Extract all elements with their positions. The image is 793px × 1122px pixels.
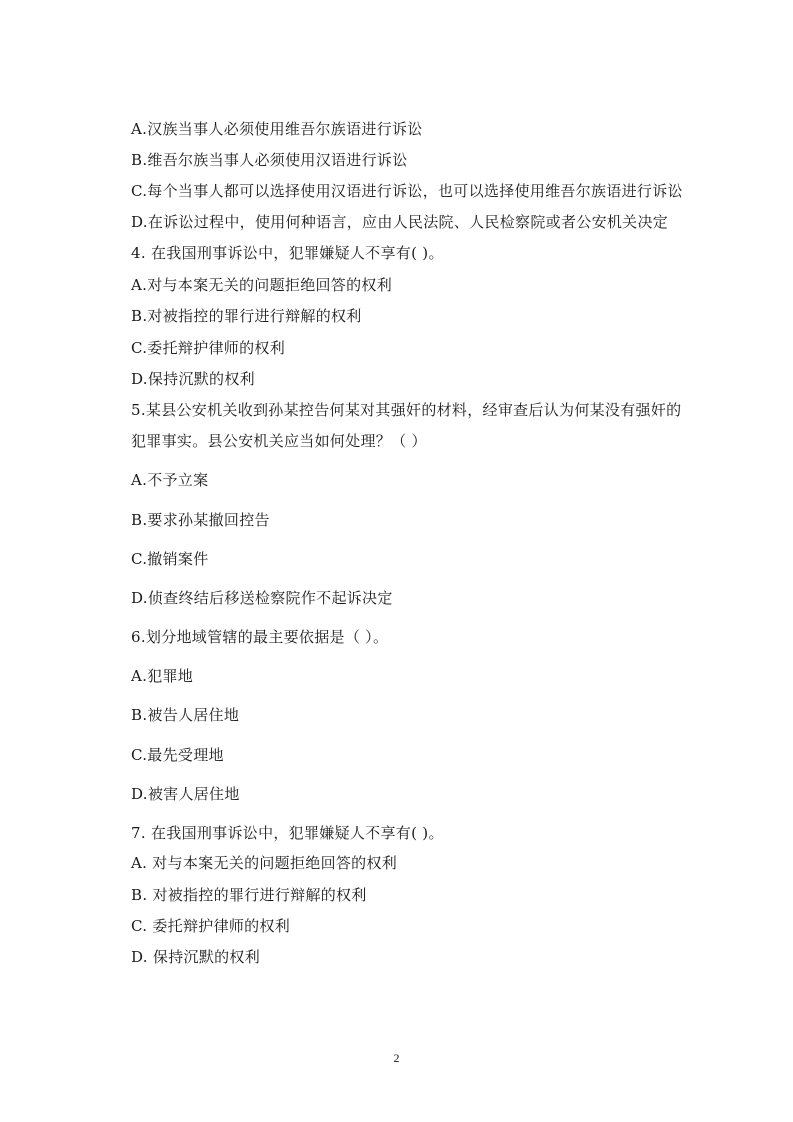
question-line: 4. 在我国刑事诉讼中，犯罪嫌疑人不享有( )。: [131, 244, 444, 262]
option-line: A.不予立案: [131, 471, 209, 489]
option-line: C.每个当事人都可以选择使用汉语进行诉讼，也可以选择使用维吾尔族语进行诉讼: [131, 182, 683, 200]
option-line: D.侦查终结后移送检察院作不起诉决定: [131, 589, 393, 607]
option-line: D.在诉讼过程中，使用何种语言，应由人民法院、人民检察院或者公安机关决定: [131, 213, 669, 231]
question-line: 犯罪事实。县公安机关应当如何处理？（ ）: [131, 432, 427, 450]
option-line: C.撤销案件: [131, 550, 209, 568]
option-line: A.汉族当事人必须使用维吾尔族语进行诉讼: [131, 120, 423, 138]
question-line: 5.某县公安机关收到孙某控告何某对其强奸的材料，经审查后认为何某没有强奸的: [131, 401, 682, 419]
option-line: D.被害人居住地: [131, 785, 240, 803]
option-line: A.犯罪地: [131, 667, 194, 685]
option-line: A.对与本案无关的问题拒绝回答的权利: [131, 276, 393, 294]
option-line: A. 对与本案无关的问题拒绝回答的权利: [131, 854, 398, 872]
option-line: B. 对被指控的罪行进行辩解的权利: [131, 886, 367, 904]
option-line: B.维吾尔族当事人必须使用汉语进行诉讼: [131, 151, 408, 169]
question-line: 6.划分地域管辖的最主要依据是（ ）。: [131, 628, 389, 646]
question-line: 7. 在我国刑事诉讼中，犯罪嫌疑人不享有( )。: [131, 824, 444, 842]
option-line: C.委托辩护律师的权利: [131, 339, 286, 357]
option-line: B.要求孙某撤回控告: [131, 511, 270, 529]
option-line: B.对被指控的罪行进行辩解的权利: [131, 307, 362, 325]
option-line: C. 委托辩护律师的权利: [131, 917, 291, 935]
option-line: C.最先受理地: [131, 746, 224, 764]
option-line: B.被告人居住地: [131, 706, 240, 724]
option-line: D. 保持沉默的权利: [131, 948, 261, 966]
page-number: 2: [393, 1051, 400, 1065]
option-line: D.保持沉默的权利: [131, 370, 255, 388]
